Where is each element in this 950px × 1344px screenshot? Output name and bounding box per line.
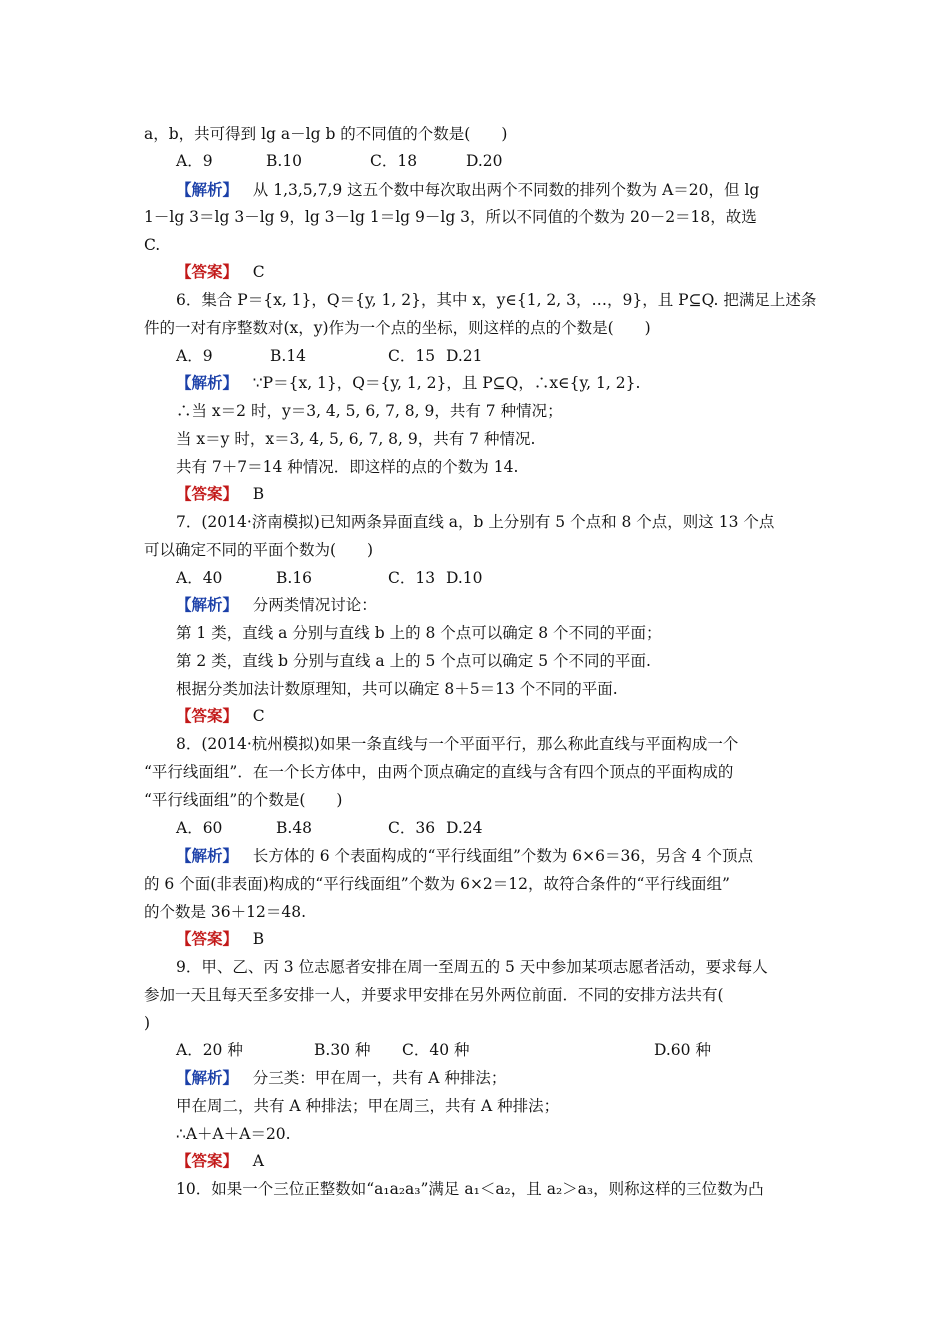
q5-analysis-line-3: C. — [144, 236, 161, 254]
q8-analysis-line-1 — [176, 846, 820, 866]
q7-analysis-line-1 — [176, 595, 820, 615]
analysis-tag: 【解析】 — [176, 1068, 239, 1087]
analysis-tag: 【解析】 — [176, 180, 239, 199]
q8-stem-line-2: “平行线面组”．在一个长方体中，由两个顶点确定的直线与含有四个顶点的平面构成的 — [144, 763, 734, 781]
analysis-tag: 【解析】 — [176, 595, 239, 614]
q9-analysis-text-1: 分三类：甲在周一，共有 A 种排法； — [252, 1069, 507, 1087]
analysis-tag: 【解析】 — [176, 846, 239, 865]
q7-analysis-line-4: 根据分类加法计数原理知，共可以确定 8＋5＝13 个不同的平面. — [176, 680, 618, 698]
q9-option-d: D.60 种 — [654, 1041, 711, 1059]
q6-options — [176, 346, 820, 366]
q6-analysis-text-1: ∵P＝{x, 1}，Q＝{y, 1, 2}，且 P⊆Q，∴x∈{y, 1, 2}. — [252, 374, 641, 392]
q6-analysis-line-2: ∴当 x＝2 时，y＝3, 4, 5, 6, 7, 8, 9，共有 7 种情况； — [176, 402, 563, 420]
q8-analysis-line-2: 的 6 个面(非表面)构成的“平行线面组”个数为 6×2＝12，故符合条件的“平行线面组” — [144, 875, 730, 893]
q6-analysis-line-4: 共有 7＋7＝14 种情况．即这样的点的个数为 14. — [176, 458, 519, 476]
q6-option-c: C．15 — [388, 347, 436, 365]
q7-stem-line-1: 7．(2014·济南模拟)已知两条异面直线 a，b 上分别有 5 个点和 8 个点，则这 13 个点 — [176, 513, 775, 531]
q6-stem-line-1: 6．集合 P＝{x, 1}，Q＝{y, 1, 2}，其中 x，y∈{1, 2, 3，…，9}，且 P⊆Q. 把满足上述条 — [176, 291, 817, 309]
q6-option-b: B.14 — [270, 347, 307, 365]
q7-option-d: D.10 — [446, 569, 483, 587]
q5-analysis-line-1 — [176, 180, 820, 200]
q7-answer: C — [252, 707, 265, 725]
q8-option-a: A．60 — [176, 819, 223, 837]
q8-option-c: C．36 — [388, 819, 436, 837]
q8-analysis-text-1: 长方体的 6 个表面构成的“平行线面组”个数为 6×6＝36，另含 4 个顶点 — [252, 847, 753, 865]
q9-stem-line-3: ) — [144, 1014, 151, 1032]
q9-option-c: C．40 种 — [402, 1041, 470, 1059]
q5-option-d: D.20 — [466, 152, 503, 170]
q5-analysis-line-2: 1－lg 3＝lg 3－lg 9，lg 3－lg 1＝lg 9－lg 3，所以不同值的个数为 20－2＝18，故选 — [144, 208, 757, 226]
q9-analysis-line-1 — [176, 1068, 820, 1088]
q5-answer-line — [176, 262, 820, 282]
q5-options — [176, 151, 820, 171]
q9-analysis-line-3: ∴A＋A＋A＝20. — [176, 1125, 291, 1143]
q5-option-b: B.10 — [266, 152, 303, 170]
q6-answer-line — [176, 484, 820, 504]
q8-stem-line-3: “平行线面组”的个数是( ) — [144, 791, 343, 809]
q6-answer: B — [252, 485, 265, 503]
answer-tag: 【答案】 — [176, 706, 239, 725]
q9-analysis-line-2: 甲在周二，共有 A 种排法；甲在周三，共有 A 种排法； — [176, 1097, 560, 1115]
q6-option-d: D.21 — [446, 347, 483, 365]
answer-tag: 【答案】 — [176, 1151, 239, 1170]
q9-options — [176, 1040, 820, 1060]
q6-analysis-line-1 — [176, 373, 820, 393]
q7-analysis-text-1: 分两类情况讨论： — [252, 596, 377, 614]
q5-option-a: A．9 — [176, 152, 213, 170]
q9-stem-line-2: 参加一天且每天至多安排一人，并要求甲安排在另外两位前面．不同的安排方法共有( — [144, 986, 724, 1004]
q7-option-a: A．40 — [176, 569, 223, 587]
q7-analysis-line-3: 第 2 类，直线 b 分别与直线 a 上的 5 个点可以确定 5 个不同的平面. — [176, 652, 651, 670]
q6-analysis-line-3: 当 x＝y 时，x＝3, 4, 5, 6, 7, 8, 9，共有 7 种情况. — [176, 430, 536, 448]
answer-tag: 【答案】 — [176, 262, 239, 281]
q5-stem-continuation: a，b，共可得到 lg a－lg b 的不同值的个数是( ) — [144, 125, 508, 143]
q5-option-c: C．18 — [370, 152, 418, 170]
answer-tag: 【答案】 — [176, 484, 239, 503]
q8-answer-line — [176, 929, 820, 949]
q8-answer: B — [252, 930, 265, 948]
q5-answer: C — [252, 263, 265, 281]
analysis-tag: 【解析】 — [176, 373, 239, 392]
q10-stem-line-1: 10．如果一个三位正整数如“a₁a₂a₃”满足 a₁＜a₂，且 a₂＞a₃，则称这样的三位数为凸 — [176, 1180, 764, 1198]
q9-option-b: B.30 种 — [314, 1041, 371, 1059]
q8-analysis-line-3: 的个数是 36＋12＝48. — [144, 903, 307, 921]
q7-answer-line — [176, 706, 820, 726]
q9-answer-line — [176, 1151, 820, 1171]
q7-analysis-line-2: 第 1 类，直线 a 分别与直线 b 上的 8 个点可以确定 8 个不同的平面； — [176, 624, 662, 642]
q8-options — [176, 818, 820, 838]
q9-answer: A — [252, 1152, 264, 1170]
q6-option-a: A．9 — [176, 347, 213, 365]
q7-options — [176, 568, 820, 588]
q9-stem-line-1: 9．甲、乙、丙 3 位志愿者安排在周一至周五的 5 天中参加某项志愿者活动，要求每人 — [176, 958, 768, 976]
q8-option-b: B.48 — [276, 819, 313, 837]
q7-option-c: C．13 — [388, 569, 436, 587]
q9-option-a: A．20 种 — [176, 1041, 243, 1059]
q5-analysis-text-1: 从 1,3,5,7,9 这五个数中每次取出两个不同数的排列个数为 A＝20，但 lg — [252, 181, 760, 199]
q7-stem-line-2: 可以确定不同的平面个数为( ) — [144, 541, 374, 559]
q8-stem-line-1: 8．(2014·杭州模拟)如果一条直线与一个平面平行，那么称此直线与平面构成一个 — [176, 735, 739, 753]
q7-option-b: B.16 — [276, 569, 313, 587]
answer-tag: 【答案】 — [176, 929, 239, 948]
q8-option-d: D.24 — [446, 819, 483, 837]
q6-stem-line-2: 件的一对有序整数对(x，y)作为一个点的坐标，则这样的点的个数是( ) — [144, 319, 651, 337]
